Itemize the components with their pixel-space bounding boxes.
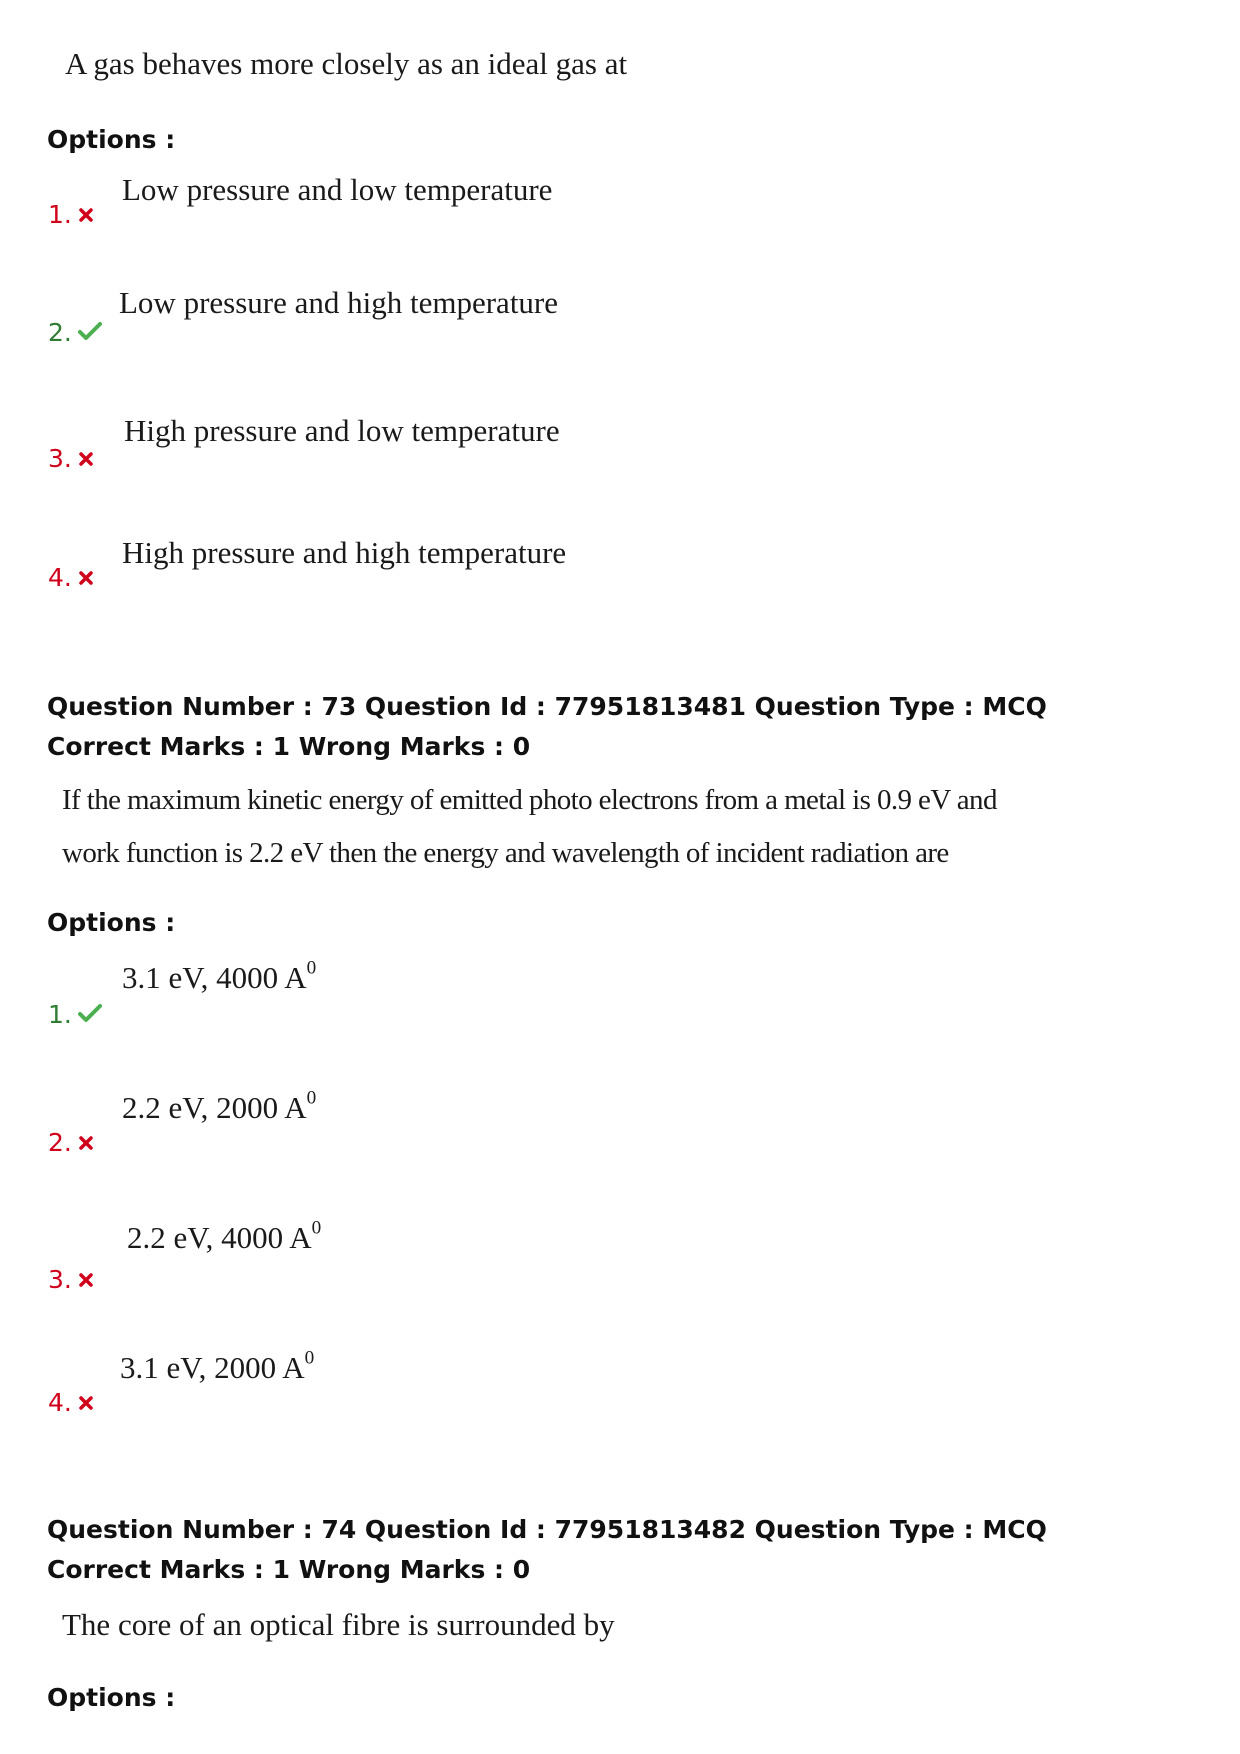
cross-icon (78, 1395, 94, 1411)
options-label-73: Options : (47, 908, 176, 937)
q72-option-1-text: Low pressure and low temperature (122, 172, 553, 207)
q73-option-2-text: 2.2 eV, 2000 $A^0$ (122, 1087, 317, 1125)
q73-option-3-text: 2.2 eV, 4000 $A^0$ (127, 1217, 322, 1255)
q72-option-2-number: 2. (48, 318, 102, 347)
q72-option-3-number: 3. (48, 444, 94, 473)
options-label-72: Options : (47, 125, 176, 154)
cross-icon (78, 207, 94, 223)
q73-option-1-number: 1. (48, 1000, 102, 1029)
check-icon (78, 1003, 102, 1023)
q73-option-4-text: 3.1 eV, 2000 $A^0$ (120, 1347, 315, 1385)
question-72-text: A gas behaves more closely as an ideal gas at (65, 46, 628, 81)
q72-option-1-number: 1. (48, 200, 94, 229)
options-label-74: Options : (47, 1683, 176, 1712)
q73-option-4-number: 4. (48, 1388, 94, 1417)
check-icon (78, 321, 102, 341)
question-73-text-line1: If the maximum kinetic energy of emitted photo electrons from a metal is 0.9 eV and (62, 784, 997, 816)
cross-icon (78, 570, 94, 586)
question-74-marks: Correct Marks : 1 Wrong Marks : 0 (47, 1555, 531, 1584)
q72-option-4-number: 4. (48, 563, 94, 592)
question-73-marks: Correct Marks : 1 Wrong Marks : 0 (47, 732, 531, 761)
q73-option-2-number: 2. (48, 1128, 94, 1157)
question-74-text: The core of an optical fibre is surrounded by (62, 1607, 615, 1642)
q72-option-3-text: High pressure and low temperature (124, 413, 560, 448)
question-74-meta: Question Number : 74 Question Id : 77951813482 Question Type : MCQ (47, 1515, 1047, 1544)
cross-icon (78, 1272, 94, 1288)
question-73-text-line2: work function is 2.2 eV then the energy and wavelength of incident radiation are (62, 837, 949, 869)
q72-option-2-text: Low pressure and high temperature (119, 285, 559, 320)
cross-icon (78, 1135, 94, 1151)
cross-icon (78, 451, 94, 467)
q73-option-1-text: 3.1 eV, 4000 $A^0$ (122, 957, 317, 995)
q73-option-3-number: 3. (48, 1265, 94, 1294)
q72-option-4-text: High pressure and high temperature (122, 535, 567, 570)
question-73-meta: Question Number : 73 Question Id : 77951813481 Question Type : MCQ (47, 692, 1047, 721)
